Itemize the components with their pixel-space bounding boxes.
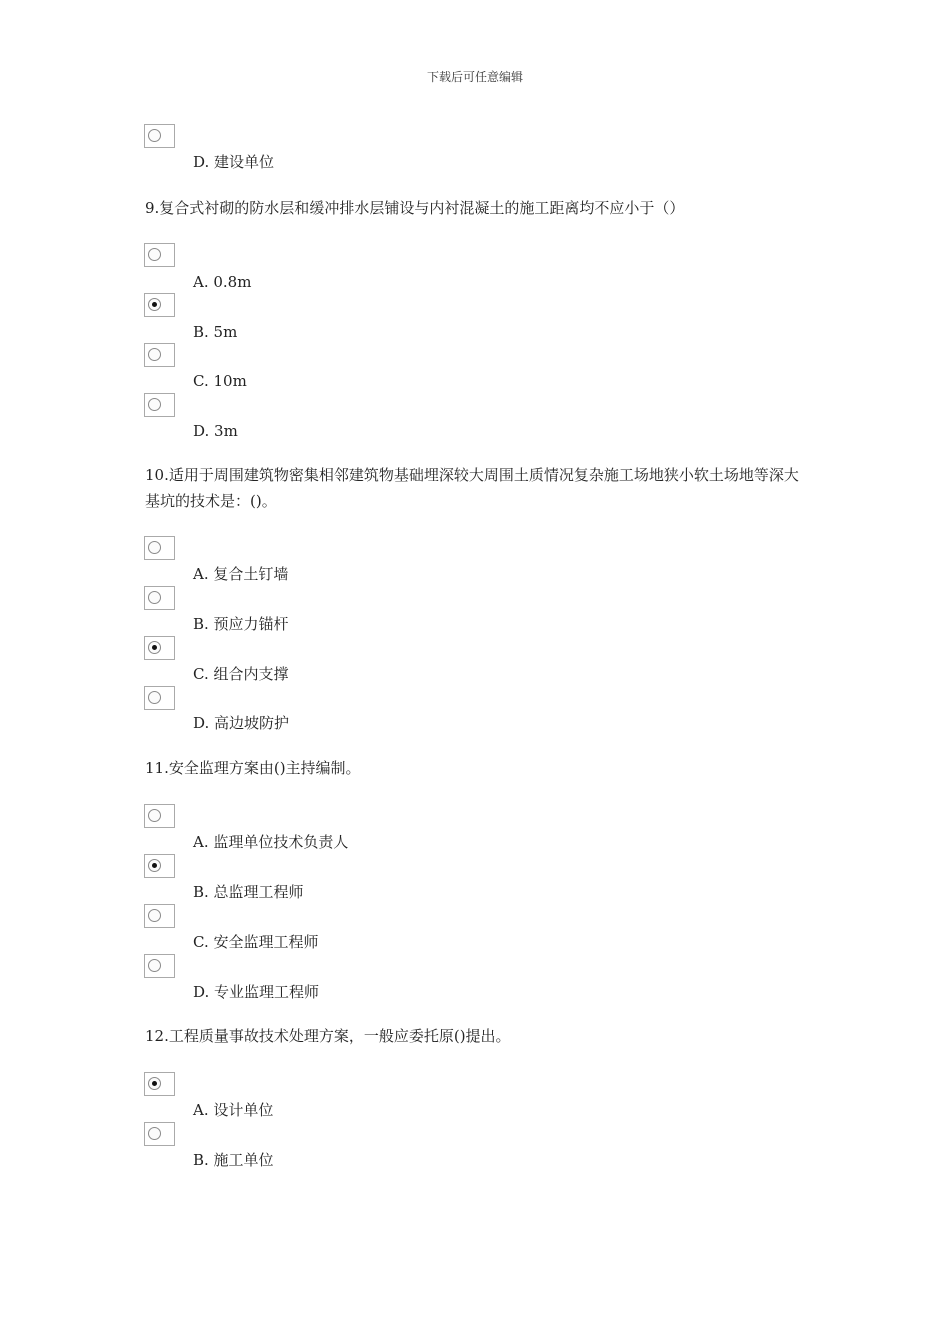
radio-q10-d[interactable]: [144, 686, 175, 710]
radio-q9-c[interactable]: [144, 343, 175, 367]
question-10-text: 10.适用于周围建筑物密集相邻建筑物基础埋深较大周围土质情况复杂施工场地狭小软土场地等深大基坑的技术是：()。: [145, 466, 799, 510]
radio-q10-b[interactable]: [144, 586, 175, 610]
radio-selected-dot: [152, 645, 157, 650]
option-label-q10-d: D. 高边坡防护: [193, 714, 290, 732]
radio-circle: [148, 859, 161, 872]
radio-q11-c[interactable]: [144, 904, 175, 928]
option-label-q9-b: B. 5m: [193, 323, 238, 341]
option-label-prev-d: D. 建设单位: [193, 153, 275, 171]
radio-q11-d[interactable]: [144, 954, 175, 978]
radio-circle: [148, 129, 161, 142]
radio-q10-c[interactable]: [144, 636, 175, 660]
option-label-q11-b: B. 总监理工程师: [193, 883, 304, 901]
radio-selected-dot: [152, 302, 157, 307]
page-header: 下载后可任意编辑: [426, 70, 523, 84]
question-9-text: 9.复合式衬砌的防水层和缓冲排水层铺设与内衬混凝土的施工距离均不应小于（）: [145, 199, 685, 217]
radio-circle: [148, 348, 161, 361]
radio-circle: [148, 809, 161, 822]
radio-selected-dot: [152, 863, 157, 868]
question-12-text: 12.工程质量事故技术处理方案，一般应委托原()提出。: [145, 1027, 511, 1045]
option-label-q9-a: A. 0.8m: [193, 273, 252, 291]
option-label-q12-b: B. 施工单位: [193, 1151, 274, 1169]
option-label-q9-c: C. 10m: [193, 372, 247, 390]
radio-q11-a[interactable]: [144, 804, 175, 828]
radio-circle: [148, 1127, 161, 1140]
radio-circle: [148, 248, 161, 261]
option-label-q10-c: C. 组合内支撑: [193, 665, 289, 683]
radio-circle: [148, 541, 161, 554]
radio-q10-a[interactable]: [144, 536, 175, 560]
option-label-q12-a: A. 设计单位: [193, 1101, 274, 1119]
radio-circle: [148, 641, 161, 654]
radio-selected-dot: [152, 1081, 157, 1086]
option-label-q9-d: D. 3m: [193, 422, 238, 440]
option-label-q11-c: C. 安全监理工程师: [193, 933, 319, 951]
question-11-text: 11.安全监理方案由()主持编制。: [145, 759, 361, 777]
radio-q11-b[interactable]: [144, 854, 175, 878]
radio-circle: [148, 691, 161, 704]
option-label-q11-a: A. 监理单位技术负责人: [193, 833, 349, 851]
radio-q12-a[interactable]: [144, 1072, 175, 1096]
option-label-q11-d: D. 专业监理工程师: [193, 983, 320, 1001]
radio-circle: [148, 591, 161, 604]
option-label-q10-a: A. 复合土钉墙: [193, 565, 289, 583]
radio-q9-d[interactable]: [144, 393, 175, 417]
radio-circle: [148, 398, 161, 411]
radio-circle: [148, 909, 161, 922]
radio-circle: [148, 298, 161, 311]
radio-circle: [148, 1077, 161, 1090]
radio-q9-b[interactable]: [144, 293, 175, 317]
radio-prev-d[interactable]: [144, 124, 175, 148]
radio-q9-a[interactable]: [144, 243, 175, 267]
option-label-q10-b: B. 预应力锚杆: [193, 615, 289, 633]
radio-q12-b[interactable]: [144, 1122, 175, 1146]
radio-circle: [148, 959, 161, 972]
